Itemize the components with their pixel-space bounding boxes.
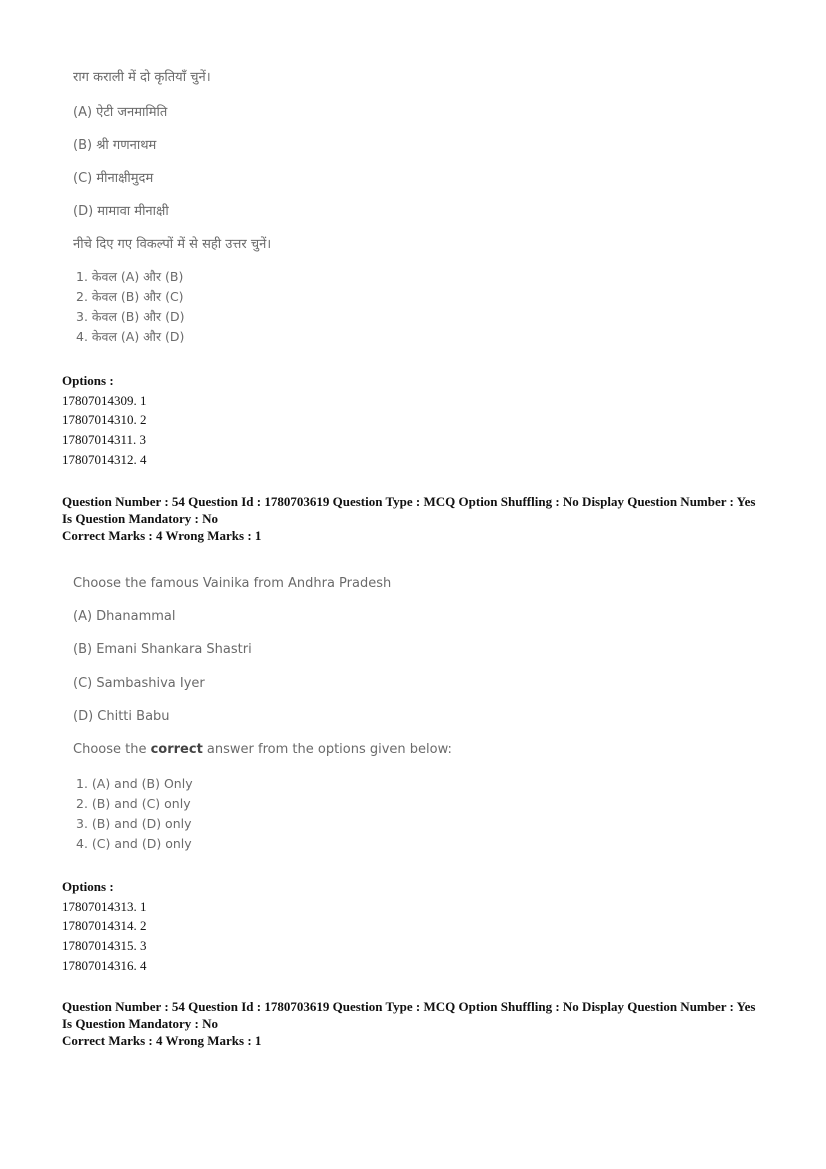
question-2-options <box>62 877 147 976</box>
question-2-image <box>70 573 490 863</box>
question-2-stem: Choose the famous Vainika from Andhra Pradesh <box>73 576 392 591</box>
question-2-choice-b: (B) Emani Shankara Shastri <box>73 642 252 657</box>
question-1-instruction: नीचे दिए गए विकल्पों में से सही उत्तर चुनें। <box>73 237 272 252</box>
question-1-answer-4: 4. केवल (A) और (D) <box>76 329 185 344</box>
question-1-answer-3: 3. केवल (B) और (D) <box>76 309 185 324</box>
question-1-options <box>62 371 147 470</box>
question-meta-1 <box>62 493 782 544</box>
question-header: Question Number : 54 Question Id : 1780703619 Question Type : MCQ Option Shuffling : No Display Question Number : Yes <box>62 999 756 1014</box>
option-item: 17807014313. 1 <box>62 898 147 914</box>
question-meta-2 <box>62 998 782 1049</box>
option-item: 17807014314. 2 <box>62 918 147 934</box>
instruction-text: Choose the <box>73 742 151 757</box>
instruction-emphasis: correct <box>150 742 203 757</box>
options-label: Options : <box>62 373 114 388</box>
option-item: 17807014310. 2 <box>62 412 147 428</box>
question-1-image <box>70 62 490 352</box>
question-1-answer-1: 1. केवल (A) और (B) <box>76 269 184 284</box>
options-label: Options : <box>62 879 114 894</box>
question-1-choice-a: (A) ऐटी जनमामिति <box>73 105 168 120</box>
question-2-answer-1: 1. (A) and (B) Only <box>76 776 193 791</box>
question-1-choice-b: (B) श्री गणनाथम <box>73 138 157 153</box>
instruction-text: answer from the options given below: <box>202 742 452 757</box>
question-2-answer-3: 3. (B) and (D) only <box>76 816 192 831</box>
mandatory-line: Is Question Mandatory : No <box>62 1016 219 1031</box>
marks-line: Correct Marks : 4 Wrong Marks : 1 <box>62 528 262 543</box>
option-item: 17807014309. 1 <box>62 392 147 408</box>
marks-line: Correct Marks : 4 Wrong Marks : 1 <box>62 1033 262 1048</box>
question-2-instruction <box>73 742 452 757</box>
question-2-choice-a: (A) Dhanammal <box>73 609 176 624</box>
question-1-stem: राग कराली में दो कृतियाँ चुनें। <box>73 70 211 85</box>
question-1-choice-c: (C) मीनाक्षीमुदम <box>73 171 154 186</box>
option-item: 17807014316. 4 <box>62 957 147 973</box>
option-item: 17807014311. 3 <box>62 432 147 448</box>
question-1-answer-2: 2. केवल (B) और (C) <box>76 289 184 304</box>
mandatory-line: Is Question Mandatory : No <box>62 511 219 526</box>
question-2-choice-c: (C) Sambashiva Iyer <box>73 676 205 691</box>
question-2-answer-2: 2. (B) and (C) only <box>76 796 191 811</box>
option-item: 17807014315. 3 <box>62 938 147 954</box>
question-1-choice-d: (D) मामावा मीनाक्षी <box>73 204 169 219</box>
question-2-choice-d: (D) Chitti Babu <box>73 709 170 724</box>
question-2-answer-4: 4. (C) and (D) only <box>76 836 192 851</box>
option-item: 17807014312. 4 <box>62 451 147 467</box>
question-header: Question Number : 54 Question Id : 1780703619 Question Type : MCQ Option Shuffling : No Display Question Number : Yes <box>62 494 756 509</box>
